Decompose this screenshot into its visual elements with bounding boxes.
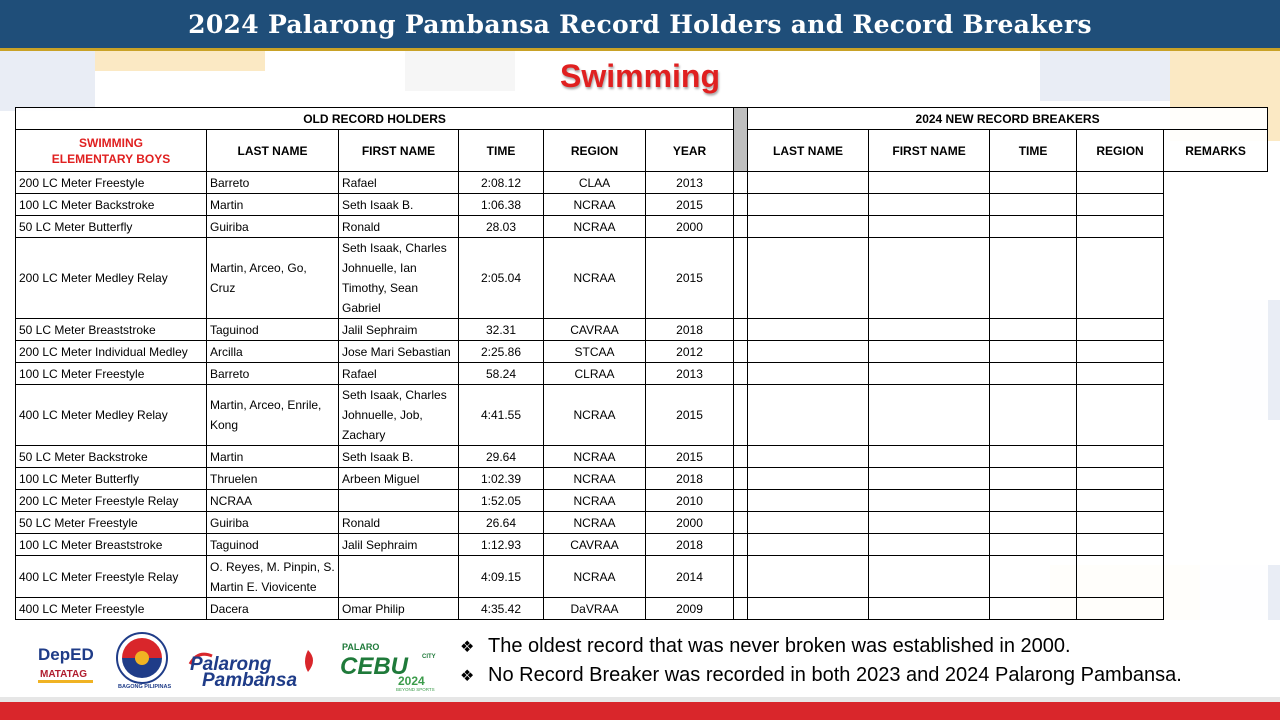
event-cell: 400 LC Meter Freestyle bbox=[16, 598, 207, 620]
new-record-empty-cell bbox=[869, 556, 990, 598]
year-cell: 2015 bbox=[646, 238, 734, 319]
first-name-cell: Seth Isaak, Charles Johnuelle, Job, Zachary bbox=[339, 385, 459, 446]
old-records-group-header: OLD RECORD HOLDERS bbox=[16, 108, 734, 130]
new-record-empty-cell bbox=[734, 194, 748, 216]
page-header bbox=[0, 0, 1280, 48]
category-line-1: SWIMMING bbox=[79, 135, 143, 150]
event-cell: 50 LC Meter Backstroke bbox=[16, 446, 207, 468]
table-row bbox=[16, 512, 1268, 534]
table-row bbox=[16, 363, 1268, 385]
table-row bbox=[16, 216, 1268, 238]
time-cell: 26.64 bbox=[459, 512, 544, 534]
new-records-group-header: 2024 NEW RECORD BREAKERS bbox=[748, 108, 1268, 130]
event-cell: 100 LC Meter Backstroke bbox=[16, 194, 207, 216]
new-record-empty-cell bbox=[1077, 598, 1164, 620]
new-record-empty-cell bbox=[748, 468, 869, 490]
new-record-empty-cell bbox=[869, 341, 990, 363]
first-name-cell: Omar Philip bbox=[339, 598, 459, 620]
time-cell: 58.24 bbox=[459, 363, 544, 385]
last-name-cell: NCRAA bbox=[207, 490, 339, 512]
category-header bbox=[16, 130, 207, 172]
new-record-empty-cell bbox=[990, 216, 1077, 238]
palarong-line-1: Palarong bbox=[190, 654, 272, 675]
new-record-empty-cell bbox=[1077, 534, 1164, 556]
year-cell: 2012 bbox=[646, 341, 734, 363]
bagong-pilipinas-seal bbox=[117, 633, 172, 690]
year-cell: 2013 bbox=[646, 172, 734, 194]
year-cell: 2013 bbox=[646, 363, 734, 385]
new-record-empty-cell bbox=[990, 319, 1077, 341]
records-body bbox=[16, 172, 1268, 620]
new-record-empty-cell bbox=[1077, 446, 1164, 468]
first-name-cell: Rafael bbox=[339, 172, 459, 194]
table-row bbox=[16, 238, 1268, 319]
first-name-cell bbox=[339, 556, 459, 598]
new-record-empty-cell bbox=[734, 512, 748, 534]
page-title: 2024 Palarong Pambansa Record Holders and Record Breakers bbox=[188, 9, 1092, 39]
last-name-cell: Thruelen bbox=[207, 468, 339, 490]
region-cell: NCRAA bbox=[544, 238, 646, 319]
old-col-first-name: FIRST NAME bbox=[339, 130, 459, 172]
new-record-empty-cell bbox=[869, 598, 990, 620]
first-name-cell: Arbeen Miguel bbox=[339, 468, 459, 490]
footer-bar bbox=[0, 702, 1280, 720]
time-cell: 29.64 bbox=[459, 446, 544, 468]
new-col-remarks: REMARKS bbox=[1164, 130, 1268, 172]
event-cell: 50 LC Meter Breaststroke bbox=[16, 319, 207, 341]
event-cell: 400 LC Meter Freestyle Relay bbox=[16, 556, 207, 598]
table-row bbox=[16, 534, 1268, 556]
time-cell: 4:09.15 bbox=[459, 556, 544, 598]
new-record-empty-cell bbox=[748, 238, 869, 319]
new-record-empty-cell bbox=[990, 341, 1077, 363]
new-record-empty-cell bbox=[734, 238, 748, 319]
event-cell: 200 LC Meter Freestyle Relay bbox=[16, 490, 207, 512]
region-cell: NCRAA bbox=[544, 490, 646, 512]
region-cell: CAVRAA bbox=[544, 534, 646, 556]
new-record-empty-cell bbox=[869, 490, 990, 512]
time-cell: 1:06.38 bbox=[459, 194, 544, 216]
new-record-empty-cell bbox=[748, 172, 869, 194]
time-cell: 1:12.93 bbox=[459, 534, 544, 556]
last-name-cell: Guiriba bbox=[207, 512, 339, 534]
year-cell: 2015 bbox=[646, 194, 734, 216]
time-cell: 2:08.12 bbox=[459, 172, 544, 194]
palarong-pambansa-logo bbox=[190, 650, 313, 691]
new-record-empty-cell bbox=[869, 194, 990, 216]
palaro-small-text: PALARO bbox=[342, 642, 380, 652]
new-record-empty-cell bbox=[869, 385, 990, 446]
new-record-empty-cell bbox=[734, 446, 748, 468]
new-record-empty-cell bbox=[869, 216, 990, 238]
category-line-2: ELEMENTARY BOYS bbox=[51, 151, 171, 166]
table-row bbox=[16, 341, 1268, 363]
new-record-empty-cell bbox=[869, 172, 990, 194]
time-cell: 32.31 bbox=[459, 319, 544, 341]
group-separator bbox=[734, 108, 748, 172]
new-record-empty-cell bbox=[990, 363, 1077, 385]
event-cell: 200 LC Meter Freestyle bbox=[16, 172, 207, 194]
new-record-empty-cell bbox=[748, 512, 869, 534]
region-cell: NCRAA bbox=[544, 446, 646, 468]
note-text: No Record Breaker was recorded in both 2023 and 2024 Palarong Pambansa. bbox=[488, 664, 1182, 686]
time-cell: 1:52.05 bbox=[459, 490, 544, 512]
event-cell: 400 LC Meter Medley Relay bbox=[16, 385, 207, 446]
sport-title: Swimming bbox=[559, 58, 720, 94]
new-record-empty-cell bbox=[734, 172, 748, 194]
last-name-cell: Guiriba bbox=[207, 216, 339, 238]
year-cell: 2018 bbox=[646, 534, 734, 556]
region-cell: NCRAA bbox=[544, 216, 646, 238]
new-record-empty-cell bbox=[1077, 216, 1164, 238]
new-record-empty-cell bbox=[990, 512, 1077, 534]
table-row bbox=[16, 194, 1268, 216]
event-cell: 100 LC Meter Breaststroke bbox=[16, 534, 207, 556]
cebu-text: CEBU bbox=[340, 653, 409, 680]
time-cell: 1:02.39 bbox=[459, 468, 544, 490]
new-record-empty-cell bbox=[748, 341, 869, 363]
year-cell: 2014 bbox=[646, 556, 734, 598]
event-cell: 50 LC Meter Freestyle bbox=[16, 512, 207, 534]
time-cell: 4:41.55 bbox=[459, 385, 544, 446]
new-record-empty-cell bbox=[748, 363, 869, 385]
cebu-city-text: CITY bbox=[422, 654, 436, 660]
new-record-empty-cell bbox=[734, 490, 748, 512]
new-record-empty-cell bbox=[1077, 468, 1164, 490]
table-row bbox=[16, 598, 1268, 620]
bagong-text: BAGONG PILIPINAS bbox=[118, 684, 172, 690]
last-name-cell: Arcilla bbox=[207, 341, 339, 363]
header-divider bbox=[0, 48, 1280, 51]
event-cell: 50 LC Meter Butterfly bbox=[16, 216, 207, 238]
region-cell: NCRAA bbox=[544, 468, 646, 490]
time-cell: 2:05.04 bbox=[459, 238, 544, 319]
last-name-cell: Barreto bbox=[207, 172, 339, 194]
year-cell: 2018 bbox=[646, 319, 734, 341]
last-name-cell: Dacera bbox=[207, 598, 339, 620]
new-record-empty-cell bbox=[990, 468, 1077, 490]
new-record-empty-cell bbox=[734, 534, 748, 556]
new-record-empty-cell bbox=[990, 556, 1077, 598]
new-record-empty-cell bbox=[869, 446, 990, 468]
event-cell: 100 LC Meter Freestyle bbox=[16, 363, 207, 385]
first-name-cell bbox=[339, 490, 459, 512]
first-name-cell: Seth Isaak B. bbox=[339, 446, 459, 468]
last-name-cell: Taguinod bbox=[207, 534, 339, 556]
new-record-empty-cell bbox=[1077, 172, 1164, 194]
new-record-empty-cell bbox=[734, 556, 748, 598]
new-record-empty-cell bbox=[869, 468, 990, 490]
table-row bbox=[16, 446, 1268, 468]
new-record-empty-cell bbox=[869, 363, 990, 385]
new-record-empty-cell bbox=[748, 556, 869, 598]
new-record-empty-cell bbox=[734, 319, 748, 341]
old-col-year: YEAR bbox=[646, 130, 734, 172]
new-record-empty-cell bbox=[748, 194, 869, 216]
table-row bbox=[16, 172, 1268, 194]
first-name-cell: Seth Isaak B. bbox=[339, 194, 459, 216]
note-item bbox=[460, 661, 1280, 690]
last-name-cell: O. Reyes, M. Pinpin, S. Martin E. Viovicente bbox=[207, 556, 339, 598]
new-record-empty-cell bbox=[869, 319, 990, 341]
year-cell: 2015 bbox=[646, 385, 734, 446]
new-record-empty-cell bbox=[990, 385, 1077, 446]
region-cell: STCAA bbox=[544, 341, 646, 363]
new-record-empty-cell bbox=[990, 490, 1077, 512]
new-col-time: TIME bbox=[990, 130, 1077, 172]
year-cell: 2000 bbox=[646, 512, 734, 534]
new-record-empty-cell bbox=[869, 238, 990, 319]
records-table bbox=[15, 107, 1268, 620]
new-record-empty-cell bbox=[748, 534, 869, 556]
new-record-empty-cell bbox=[748, 490, 869, 512]
new-record-empty-cell bbox=[748, 216, 869, 238]
old-col-time: TIME bbox=[459, 130, 544, 172]
sponsor-logos bbox=[30, 630, 470, 692]
deped-text: DepED bbox=[38, 645, 94, 664]
new-record-empty-cell bbox=[1077, 238, 1164, 319]
event-cell: 200 LC Meter Medley Relay bbox=[16, 238, 207, 319]
new-record-empty-cell bbox=[990, 446, 1077, 468]
note-text: The oldest record that was never broken was established in 2000. bbox=[488, 635, 1071, 657]
region-cell: NCRAA bbox=[544, 385, 646, 446]
new-col-region: REGION bbox=[1077, 130, 1164, 172]
new-record-empty-cell bbox=[734, 363, 748, 385]
diamond-bullet-icon: ❖ bbox=[460, 667, 475, 685]
first-name-cell: Ronald bbox=[339, 216, 459, 238]
table-row bbox=[16, 556, 1268, 598]
old-col-region: REGION bbox=[544, 130, 646, 172]
new-record-empty-cell bbox=[990, 534, 1077, 556]
new-record-empty-cell bbox=[748, 319, 869, 341]
new-record-empty-cell bbox=[1077, 363, 1164, 385]
new-col-first-name: FIRST NAME bbox=[869, 130, 990, 172]
new-record-empty-cell bbox=[734, 468, 748, 490]
new-record-empty-cell bbox=[734, 598, 748, 620]
event-cell: 100 LC Meter Butterfly bbox=[16, 468, 207, 490]
region-cell: NCRAA bbox=[544, 512, 646, 534]
new-record-empty-cell bbox=[748, 385, 869, 446]
first-name-cell: Jose Mari Sebastian bbox=[339, 341, 459, 363]
new-record-empty-cell bbox=[1077, 512, 1164, 534]
new-record-empty-cell bbox=[990, 598, 1077, 620]
last-name-cell: Martin bbox=[207, 446, 339, 468]
year-cell: 2000 bbox=[646, 216, 734, 238]
new-record-empty-cell bbox=[1077, 319, 1164, 341]
first-name-cell: Rafael bbox=[339, 363, 459, 385]
new-record-empty-cell bbox=[990, 238, 1077, 319]
logo-strip bbox=[30, 630, 470, 690]
region-cell: DaVRAA bbox=[544, 598, 646, 620]
cebu-tagline-text: BEYOND SPORTS bbox=[396, 687, 435, 692]
table-row bbox=[16, 385, 1268, 446]
old-col-last-name: LAST NAME bbox=[207, 130, 339, 172]
region-cell: CLRAA bbox=[544, 363, 646, 385]
region-cell: NCRAA bbox=[544, 194, 646, 216]
new-record-empty-cell bbox=[1077, 556, 1164, 598]
first-name-cell: Seth Isaak, Charles Johnuelle, Ian Timothy, Sean Gabriel bbox=[339, 238, 459, 319]
region-cell: CAVRAA bbox=[544, 319, 646, 341]
new-record-empty-cell bbox=[1077, 385, 1164, 446]
last-name-cell: Martin, Arceo, Enrile, Kong bbox=[207, 385, 339, 446]
time-cell: 4:35.42 bbox=[459, 598, 544, 620]
new-record-empty-cell bbox=[734, 341, 748, 363]
year-cell: 2009 bbox=[646, 598, 734, 620]
new-record-empty-cell bbox=[1077, 490, 1164, 512]
event-cell: 200 LC Meter Individual Medley bbox=[16, 341, 207, 363]
time-cell: 2:25.86 bbox=[459, 341, 544, 363]
last-name-cell: Taguinod bbox=[207, 319, 339, 341]
new-record-empty-cell bbox=[869, 512, 990, 534]
table-row bbox=[16, 319, 1268, 341]
region-cell: NCRAA bbox=[544, 556, 646, 598]
year-cell: 2018 bbox=[646, 468, 734, 490]
new-record-empty-cell bbox=[1077, 194, 1164, 216]
new-col-last-name: LAST NAME bbox=[748, 130, 869, 172]
matatag-text: MATATAG bbox=[40, 669, 88, 680]
deped-logo bbox=[38, 645, 94, 683]
new-record-empty-cell bbox=[748, 598, 869, 620]
new-record-empty-cell bbox=[869, 534, 990, 556]
palarong-line-2: Pambansa bbox=[202, 670, 298, 691]
table-row bbox=[16, 490, 1268, 512]
diamond-bullet-icon: ❖ bbox=[460, 638, 475, 656]
table-row bbox=[16, 468, 1268, 490]
first-name-cell: Jalil Sephraim bbox=[339, 319, 459, 341]
notes-list bbox=[460, 632, 1280, 690]
last-name-cell: Barreto bbox=[207, 363, 339, 385]
new-record-empty-cell bbox=[734, 385, 748, 446]
cebu-year-text: 2024 bbox=[398, 674, 425, 688]
palaro-cebu-logo bbox=[340, 642, 436, 692]
last-name-cell: Martin, Arceo, Go, Cruz bbox=[207, 238, 339, 319]
note-item bbox=[460, 632, 1280, 661]
new-record-empty-cell bbox=[990, 172, 1077, 194]
new-record-empty-cell bbox=[990, 194, 1077, 216]
new-record-empty-cell bbox=[748, 446, 869, 468]
first-name-cell: Ronald bbox=[339, 512, 459, 534]
region-cell: CLAA bbox=[544, 172, 646, 194]
time-cell: 28.03 bbox=[459, 216, 544, 238]
year-cell: 2015 bbox=[646, 446, 734, 468]
last-name-cell: Martin bbox=[207, 194, 339, 216]
first-name-cell: Jalil Sephraim bbox=[339, 534, 459, 556]
new-record-empty-cell bbox=[1077, 341, 1164, 363]
new-record-empty-cell bbox=[734, 216, 748, 238]
year-cell: 2010 bbox=[646, 490, 734, 512]
